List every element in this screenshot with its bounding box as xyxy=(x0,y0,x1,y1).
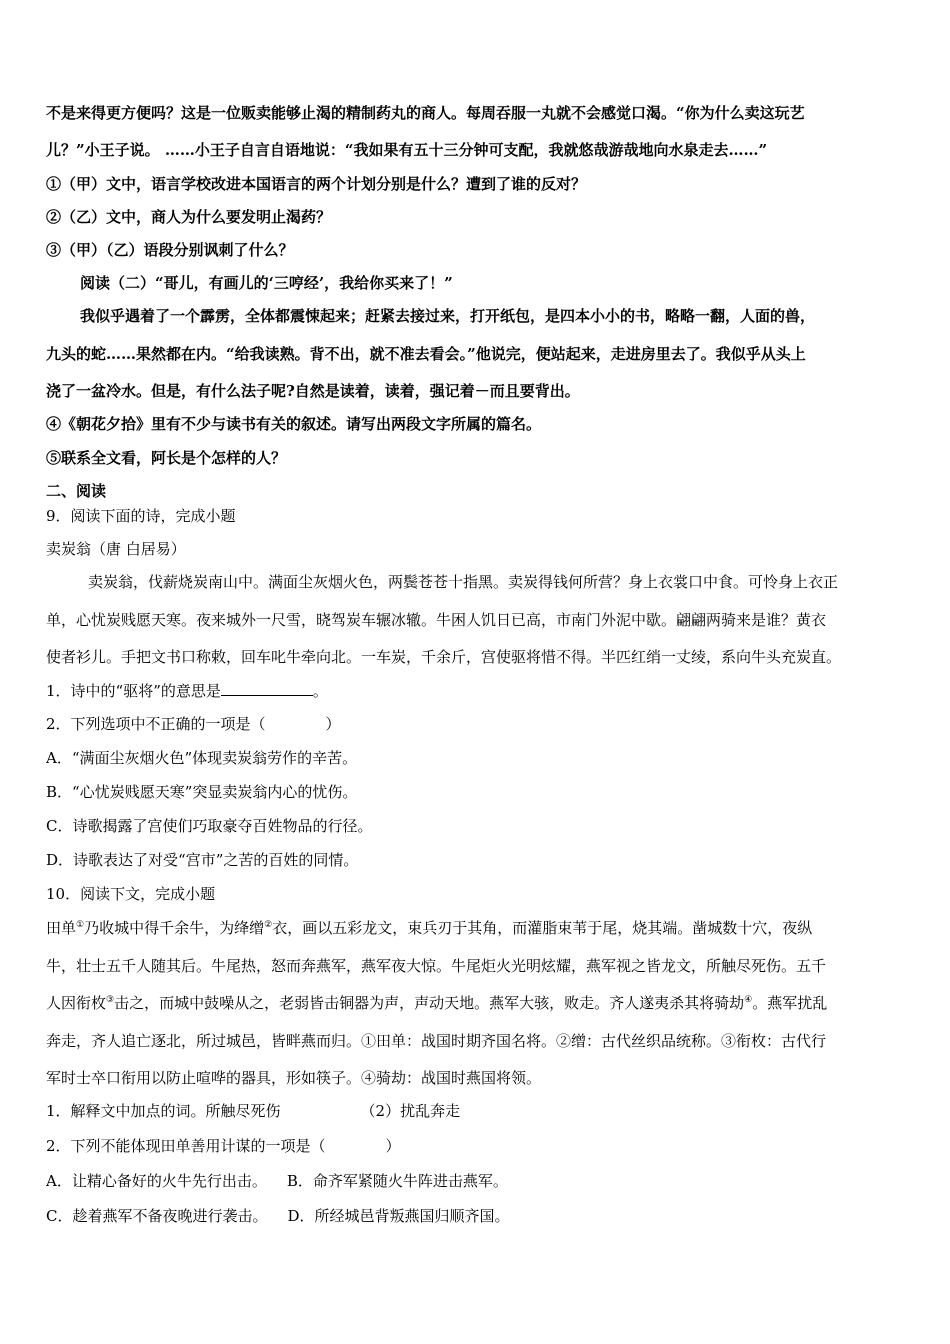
option-a: A．“满面尘灰烟火色”体现卖炭翁劳作的辛苦。 xyxy=(46,749,358,767)
options-row xyxy=(46,1171,916,1191)
reading2-paragraph-line: 九头的蛇……果然都在内。“给我读熟。背不出，就不准去看会。”他说完，便站起来，走进房里去了。我似乎从头上 xyxy=(46,345,806,363)
question-9-1 xyxy=(46,681,916,701)
reading2-title: 阅读（二）“哥儿，有画儿的‘三哼经’，我给你买来了！” xyxy=(80,274,453,292)
passage-text: 田单 xyxy=(46,919,77,937)
option-d: D．所经城邑背叛燕国归顺齐国。 xyxy=(287,1207,510,1225)
footnote-marker: ④ xyxy=(744,995,753,1005)
option-b: B．“心忧炭贱愿天寒”突显卖炭翁内心的忧伤。 xyxy=(46,783,358,801)
question-10-title: 10．阅读下文，完成小题 xyxy=(46,885,216,903)
passage-text: 。燕军扰乱 xyxy=(752,994,828,1012)
question-4: ④《朝花夕拾》里有不少与读书有关的叙述。请写出两段文字所属的篇名。 xyxy=(46,415,542,433)
passage-line xyxy=(46,918,916,938)
option-b: B．命齐军紧随火牛阵进击燕军。 xyxy=(286,1172,508,1190)
question-10-1-part1: 1．解释文中加点的词。所触尽死伤 xyxy=(46,1102,281,1120)
passage-line: 牛，壮士五千人随其后。牛尾热，怒而奔燕军，燕军夜大惊。牛尾炬火光明炫耀，燕军视之皆龙文，所触尽死伤。五千 xyxy=(46,957,827,975)
question-3: ③（甲）（乙）语段分别讽刺了什么？ xyxy=(46,241,294,259)
passage-text: 人因衔枚 xyxy=(46,994,107,1012)
option-d: D．诗歌表达了对受“宫市”之苦的百姓的同情。 xyxy=(46,851,359,869)
answer-blank[interactable] xyxy=(221,681,313,696)
options-row xyxy=(46,1206,916,1226)
poem-line: 卖炭翁，伐薪烧炭南山中。满面尘灰烟火色，两鬓苍苍十指黑。卖炭得钱何所营？身上衣裳口中食。可怜身上衣正 xyxy=(88,573,839,591)
question-10-2: 2．下列不能体现田单善用计谋的一项是（ ） xyxy=(46,1137,401,1155)
option-c: C．诗歌揭露了宫使们巧取豪夺百姓物品的行径。 xyxy=(46,817,373,835)
footnote-marker: ① xyxy=(76,920,85,930)
reading2-paragraph-line: 浇了一盆冷水。但是，有什么法子呢?自然是读着，读着，强记着－而且要背出。 xyxy=(46,382,580,400)
reading1-paragraph-line: 儿？”小王子说。 ……小王子自言自语地说：“我如果有五十三分钟可支配，我就悠哉游哉地向水泉走去……” xyxy=(46,141,768,159)
passage-text: 乃收城中得千余牛，为绛缯 xyxy=(84,919,265,937)
passage-line xyxy=(46,993,916,1013)
section-heading: 二、阅读 xyxy=(46,482,107,500)
passage-line: 奔走，齐人追亡逐北，所过城邑，皆畔燕而归。①田单：战国时期齐国名将。②缯：古代丝织品统称。③衔枚：古代行 xyxy=(46,1032,827,1050)
poem-title: 卖炭翁（唐 白居易） xyxy=(46,540,186,558)
poem-line: 单，心忧炭贱愿天寒。夜来城外一尺雪，晓驾炭车辗冰辙。牛困人饥日已高，市南门外泥中歇。翩翩两骑来是谁？黄衣 xyxy=(46,611,827,629)
option-c: C．趁着燕军不备夜晚进行袭击。 xyxy=(46,1207,268,1225)
poem-line: 使者衫儿。手把文书口称敕，回车叱牛牵向北。一车炭，千余斤，宫使驱将惜不得。半匹红绡一丈绫，系向牛头充炭直。 xyxy=(46,648,842,666)
question-9-2: 2．下列选项中不正确的一项是（ ） xyxy=(46,715,341,733)
question-2: ②（乙）文中，商人为什么要发明止渴药？ xyxy=(46,208,332,226)
question-9-1-end: 。 xyxy=(312,682,328,700)
passage-text: 衣，画以五彩龙文，束兵刃于其角，而灌脂束苇于尾，烧其端。凿城数十穴，夜纵 xyxy=(272,919,813,937)
question-10-1 xyxy=(46,1101,916,1121)
question-10-1-part2: （2）扰乱奔走 xyxy=(360,1102,461,1120)
footnote-marker: ② xyxy=(264,920,273,930)
reading1-paragraph-line: 不是来得更方便吗？这是一位贩卖能够止渴的精制药丸的商人。每周吞服一丸就不会感觉口渴。“你为什么卖这玩艺 xyxy=(46,104,805,122)
question-5: ⑤联系全文看，阿长是个怎样的人？ xyxy=(46,449,287,467)
passage-line: 军时士卒口衔用以防止喧哗的器具，形如筷子。④骑劫：战国时燕国将领。 xyxy=(46,1069,542,1087)
reading2-paragraph-line: 我似乎遇着了一个霹雳，全体都震悚起来；赶紧去接过来，打开纸包，是四本小小的书，略略一翻，人面的兽， xyxy=(80,307,816,325)
question-9-title: 9．阅读下面的诗，完成小题 xyxy=(46,507,236,525)
passage-text: 击之，而城中鼓噪从之，老弱皆击铜器为声，声动天地。燕军大骇，败走。齐人遂夷杀其将骑劫 xyxy=(114,994,745,1012)
question-1: ①（甲）文中，语言学校改进本国语言的两个计划分别是什么？遭到了谁的反对？ xyxy=(46,175,587,193)
footnote-marker: ③ xyxy=(106,995,115,1005)
option-a: A．让精心备好的火牛先行出击。 xyxy=(46,1172,267,1190)
question-9-1-text: 1．诗中的“驱将”的意思是 xyxy=(46,682,221,700)
